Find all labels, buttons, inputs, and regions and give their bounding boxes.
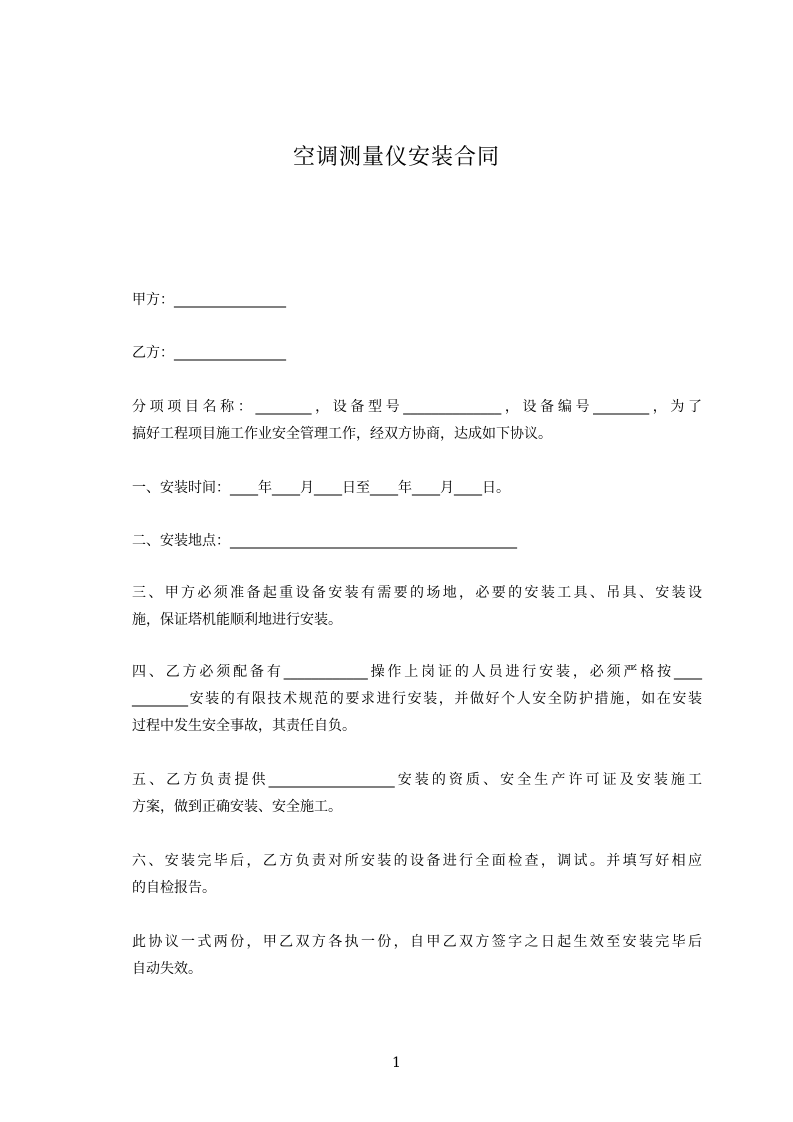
clause-4-line-3: 过程中发生安全事故，其责任自负。 <box>132 718 356 734</box>
party-a-line: 甲方：________________ <box>132 292 286 308</box>
closing-line-2: 自动失效。 <box>132 961 202 977</box>
intro-line-1: 分项项目名称：________，设备型号______________，设备编号________，为了 <box>132 399 702 415</box>
clause-3-line-2: 施，保证塔机能顺利地进行安装。 <box>132 612 342 628</box>
clause-2-location: 二、安装地点：_________________________________________ <box>132 533 517 549</box>
clause-1-time: 一、安装时间：____年____月____日至____年____月____日。 <box>132 480 510 496</box>
clause-4-line-2: ________安装的有限技术规范的要求进行安装，并做好个人安全防护措施，如在安装 <box>132 691 702 707</box>
intro-paragraph <box>132 394 702 448</box>
closing-paragraph <box>132 929 702 983</box>
document-title: 空调测量仪安装合同 <box>292 145 500 170</box>
intro-line-2: 搞好工程项目施工作业安全管理工作，经双方协商，达成如下协议。 <box>132 426 552 442</box>
page-number: 1 <box>392 1055 401 1071</box>
clause-4-line-1: 四、乙方必须配备有____________操作上岗证的人员进行安装，必须严格按____ <box>132 664 702 680</box>
clause-3-paragraph <box>132 580 702 634</box>
clause-3-line-1: 三、甲方必须准备起重设备安装有需要的场地，必要的安装工具、吊具、安装设 <box>132 585 702 601</box>
party-b-line: 乙方：________________ <box>132 345 286 361</box>
closing-line-1: 此协议一式两份，甲乙双方各执一份，自甲乙双方签字之日起生效至安装完毕后 <box>132 934 702 950</box>
clause-6-line-2: 的自检报告。 <box>132 880 216 896</box>
clause-5-paragraph <box>132 767 702 821</box>
clause-4-paragraph <box>132 659 702 740</box>
clause-6-paragraph <box>132 848 702 902</box>
clause-5-line-2: 方案，做到正确安装、安全施工。 <box>132 799 342 815</box>
clause-6-line-1: 六、安装完毕后，乙方负责对所安装的设备进行全面检查，调试。并填写好相应 <box>132 853 702 869</box>
clause-5-line-1: 五、乙方负责提供__________________安装的资质、安全生产许可证及安装施工 <box>132 772 702 788</box>
